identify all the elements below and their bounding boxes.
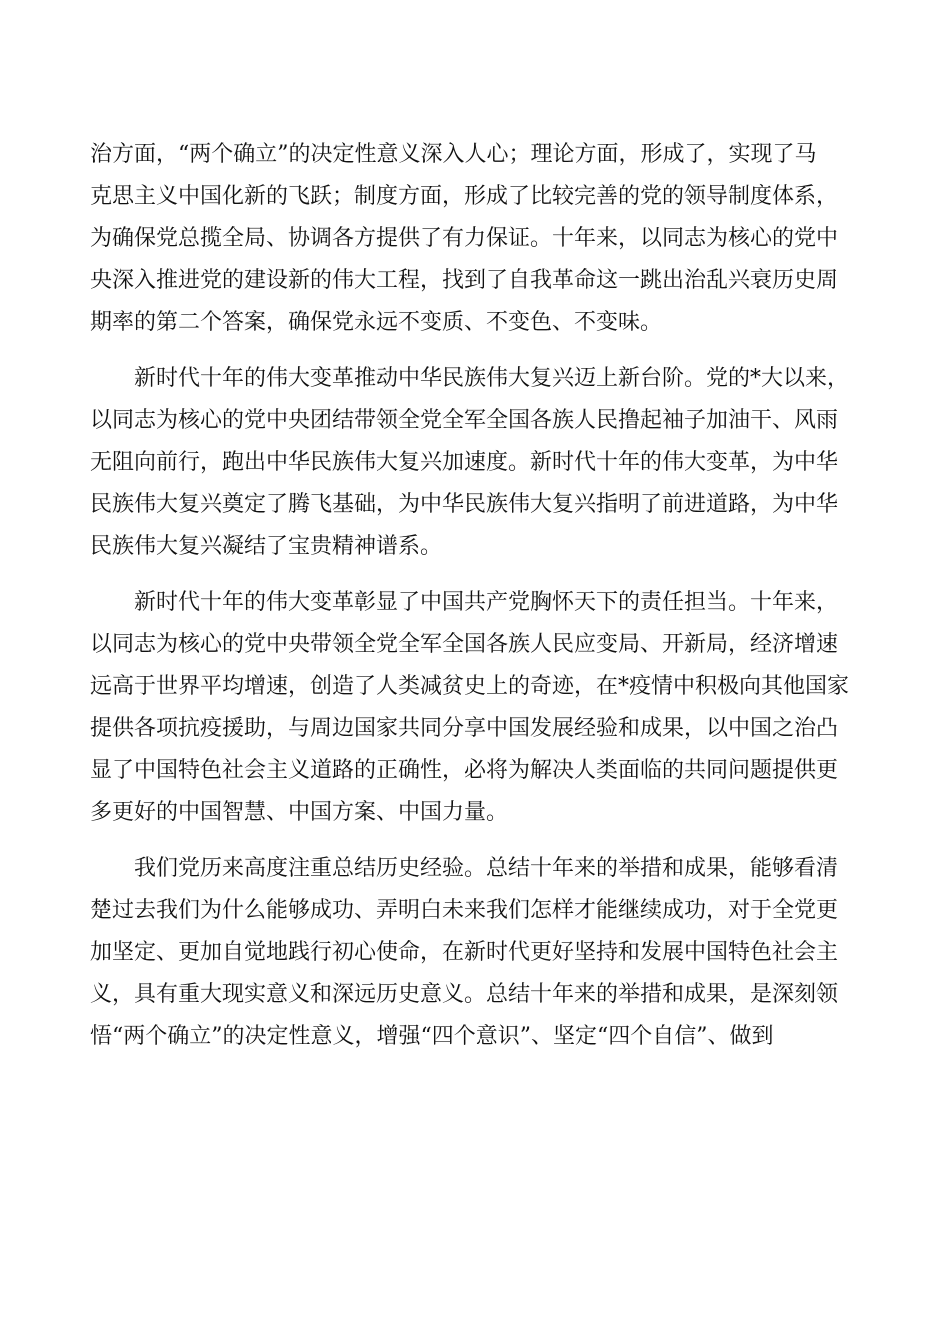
paragraph-line: 央深入推进党的建设新的伟大工程，找到了自我革命这一跳出治乱兴衰历史周 [90,268,839,293]
paragraph-line: 克思主义中国化新的飞跃；制度方面，形成了比较完善的党的领导制度体系， [90,184,839,209]
paragraph-line: 义，具有重大现实意义和深远历史意义。总结十年来的举措和成果，是深刻领 [90,982,839,1007]
paragraph-line: 远高于世界平均增速，创造了人类减贫史上的奇迹，在*疫情中积极向其他国家 [90,674,850,699]
paragraph-line: 新时代十年的伟大变革彰显了中国共产党胸怀天下的责任担当。十年来， [134,590,839,615]
paragraph-line: 民族伟大复兴奠定了腾飞基础，为中华民族伟大复兴指明了前进道路，为中华 [90,492,839,517]
paragraph-line: 为确保党总揽全局、协调各方提供了有力保证。十年来，以同志为核心的党中 [90,226,839,251]
paragraph-line: 提供各项抗疫援助，与周边国家共同分享中国发展经验和成果，以中国之治凸 [90,716,839,741]
paragraph-line: 以同志为核心的党中央带领全党全军全国各族人民应变局、开新局，经济增速 [90,632,839,657]
paragraph-line: 期率的第二个答案，确保党永远不变质、不变色、不变味。 [90,310,663,335]
paragraph-line: 多更好的中国智慧、中国方案、中国力量。 [90,800,509,825]
paragraph-line: 楚过去我们为什么能够成功、弄明白未来我们怎样才能继续成功，对于全党更 [90,898,839,923]
paragraph-line: 加坚定、更加自觉地践行初心使命，在新时代更好坚持和发展中国特色社会主 [90,940,839,965]
paragraph-4 [90,848,862,1058]
paragraph-line: 民族伟大复兴凝结了宝贵精神谱系。 [90,534,443,559]
paragraph-line: 悟“两个确立”的决定性意义，增强“四个意识”、坚定“四个自信”、做到 [90,1024,774,1049]
body-text [90,134,862,1072]
paragraph-2 [90,358,862,568]
paragraph-line: 我们党历来高度注重总结历史经验。总结十年来的举措和成果，能够看清 [134,856,839,881]
paragraph-line: 以同志为核心的党中央团结带领全党全军全国各族人民撸起袖子加油干、风雨 [90,408,839,433]
paragraph-line: 显了中国特色社会主义道路的正确性，必将为解决人类面临的共同问题提供更 [90,758,839,783]
paragraph-3 [90,582,862,834]
paragraph-line: 治方面，“两个确立”的决定性意义深入人心；理论方面，形成了，实现了马 [90,142,817,167]
paragraph-1 [90,134,862,344]
paragraph-line: 无阻向前行，跑出中华民族伟大复兴加速度。新时代十年的伟大变革，为中华 [90,450,839,475]
paragraph-line: 新时代十年的伟大变革推动中华民族伟大复兴迈上新台阶。党的*大以来， [134,366,850,391]
